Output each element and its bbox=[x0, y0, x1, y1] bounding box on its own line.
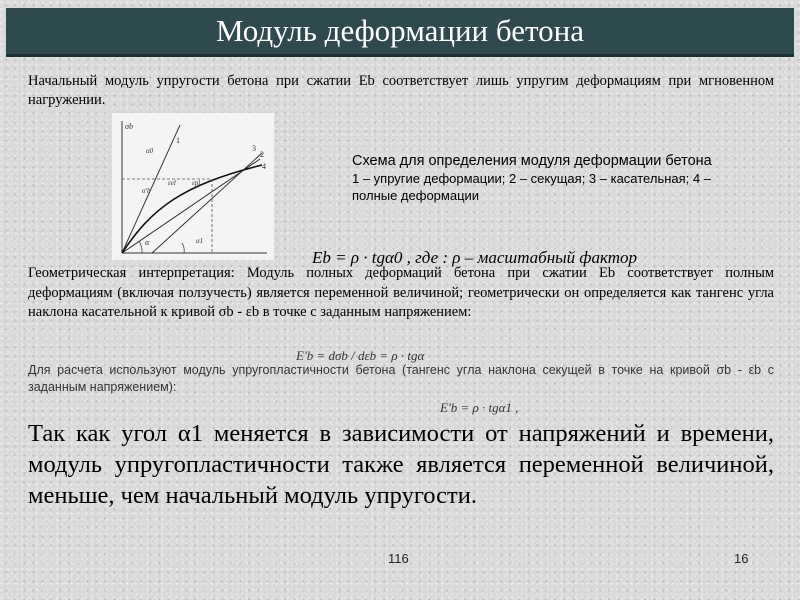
label-sigma-b: σb bbox=[125, 122, 133, 131]
formula-secant-modulus: E'b = ρ · tgα1 , bbox=[440, 400, 519, 415]
label-4: 4 bbox=[262, 162, 266, 171]
diagram-svg bbox=[112, 113, 274, 260]
paragraph-initial-modulus: Начальный модуль упругости бетона при сжатии Eb соответствует лишь упругим деформациям при мгновенном нагружении. bbox=[28, 73, 774, 108]
caption-legend: 1 – упругие деформации; 2 – секущая; 3 – касательная; 4 – полные деформации bbox=[352, 171, 711, 203]
label-alpha0: α0 bbox=[146, 147, 154, 155]
slide-number: 16 bbox=[734, 551, 749, 566]
paragraph-geometric-interpretation: Геометрическая интерпретация: Модуль полных деформаций бетона при сжатии Eb соответствует полным деформациям (включая ползучесть) является переменной величиной; геометрически он определяется как тангенс угла наклона касательной к кривой σb - εb в точке с заданным напряжением: bbox=[28, 265, 774, 320]
label-alpha: α bbox=[145, 238, 150, 247]
caption-title: Схема для определения модуля деформации бетона bbox=[352, 153, 712, 169]
label-eps-pl: εpl bbox=[192, 179, 201, 187]
stress-strain-diagram bbox=[112, 113, 274, 260]
label-sigma-b-prime: σ'b bbox=[142, 187, 151, 195]
angle-arc-alpha1 bbox=[182, 243, 184, 253]
formula-tangent-modulus: E'b = dσb / dεb = ρ · tgα bbox=[296, 348, 425, 363]
diagram-caption bbox=[352, 152, 734, 204]
angle-arc-alpha bbox=[139, 241, 142, 253]
label-2: 2 bbox=[260, 150, 264, 159]
title-bar bbox=[6, 8, 794, 57]
paragraph-elastoplastic-modulus: Для расчета используют модуль упругопластичности бетона (тангенс угла наклона секущей в точке на кривой σb - εb с заданным напряжением): bbox=[28, 363, 774, 394]
page-number-center: 116 bbox=[388, 551, 409, 566]
label-1: 1 bbox=[176, 136, 180, 145]
label-alpha1: α1 bbox=[196, 237, 204, 245]
formula-initial-modulus: Eb = ρ · tgα0 , где : ρ – масштабный фактор bbox=[312, 248, 638, 267]
label-3: 3 bbox=[252, 144, 256, 153]
paragraph-conclusion: Так как угол α1 меняется в зависимости от напряжений и времени, модуль упругопластичности также является переменной величиной, меньше, чем начальный модуль упругости. bbox=[28, 420, 774, 509]
slide-title: Модуль деформации бетона bbox=[216, 13, 584, 48]
label-eps-el: εel bbox=[168, 179, 176, 187]
